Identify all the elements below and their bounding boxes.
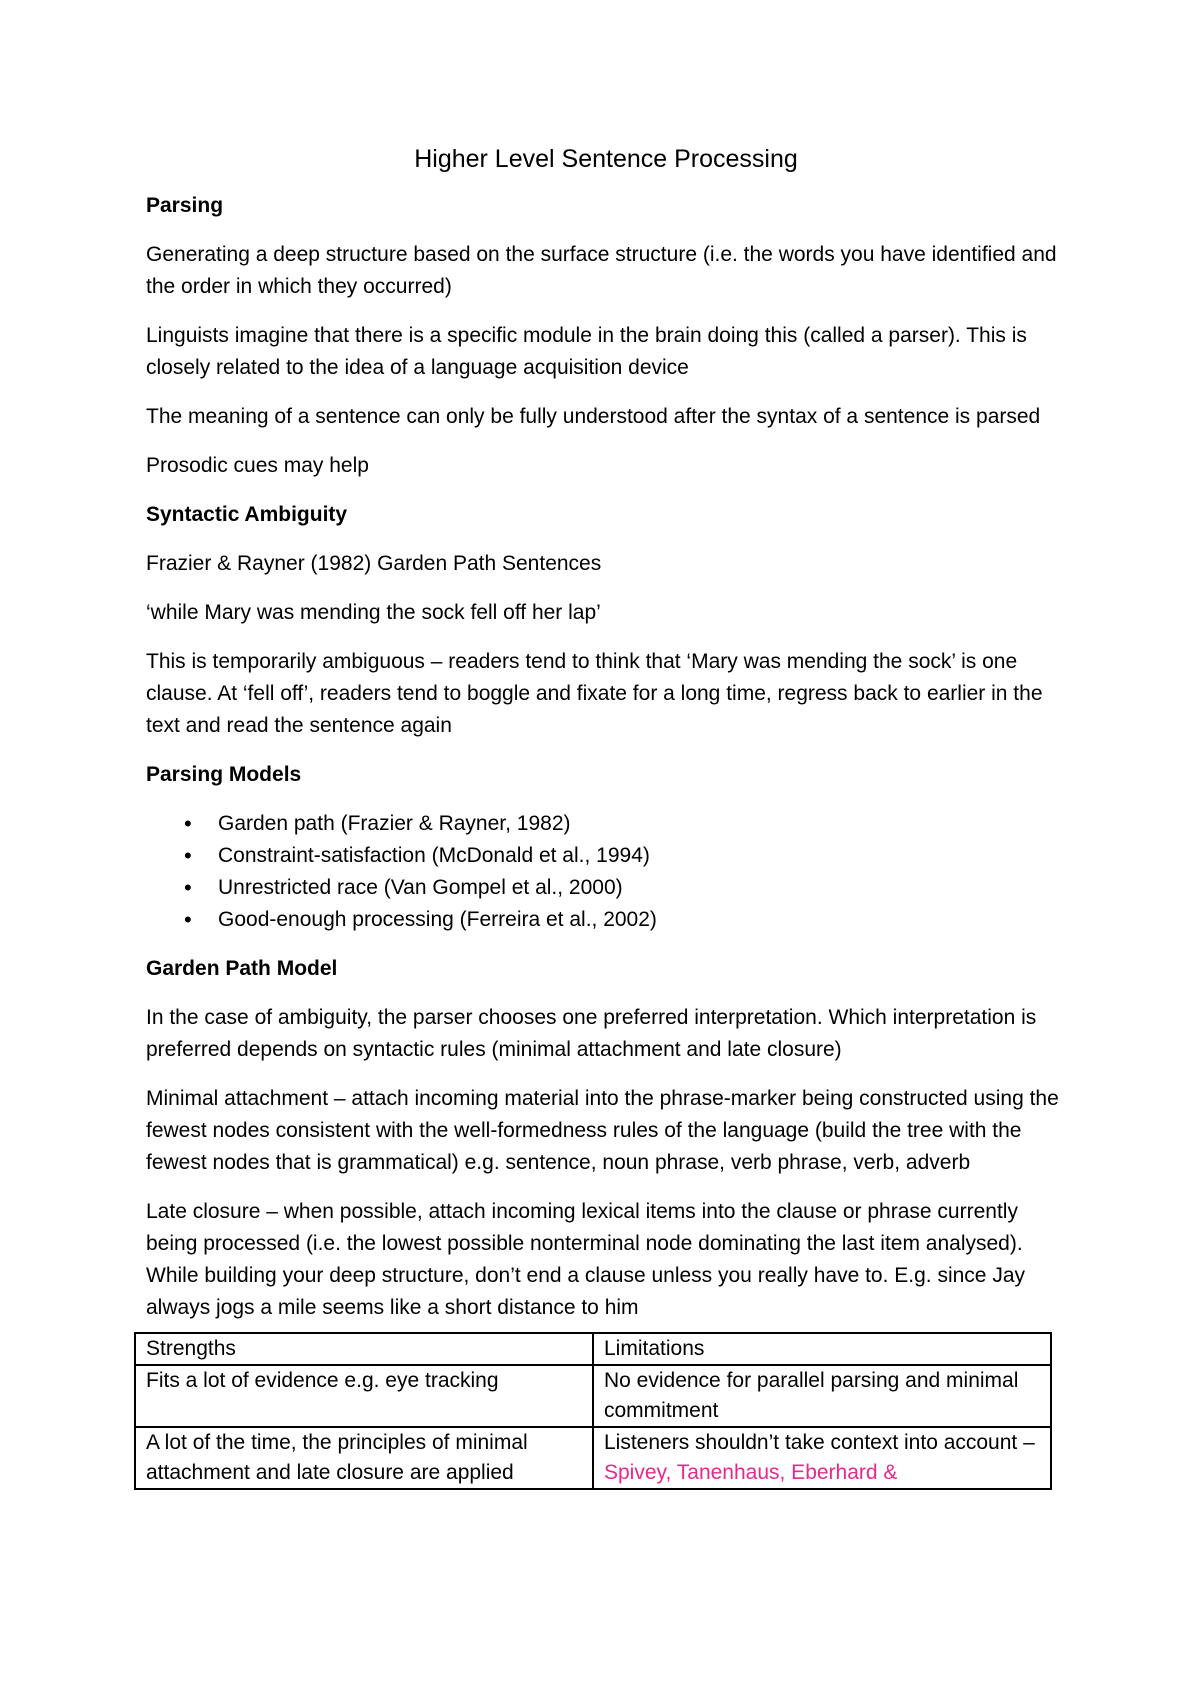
strength-cell: A lot of the time, the principles of minimal attachment and late closure are applied: [135, 1427, 593, 1489]
paragraph: Prosodic cues may help: [146, 454, 369, 477]
heading-parsing-models: Parsing Models: [146, 763, 302, 786]
list-item-text: Garden path (Frazier & Rayner, 1982): [218, 812, 571, 835]
table-row: [135, 1365, 1051, 1427]
limitation-cell: [593, 1427, 1051, 1489]
paragraph: In the case of ambiguity, the parser chooses one preferred interpretation. Which interpretation is preferred depends on syntactic rules (minimal attachment and late closure): [146, 1006, 1037, 1061]
bullet-icon: •: [184, 843, 192, 868]
parsing-models-list: [146, 808, 1066, 936]
table-row: [135, 1427, 1051, 1489]
document-body: [146, 142, 1066, 1490]
paragraph: The meaning of a sentence can only be fully understood after the syntax of a sentence is parsed: [146, 405, 1041, 428]
heading-garden-path-model: Garden Path Model: [146, 957, 338, 980]
document-title: Higher Level Sentence Processing: [414, 145, 798, 173]
list-item-text: Unrestricted race (Van Gompel et al., 2000): [218, 876, 623, 899]
paragraph: Frazier & Rayner (1982) Garden Path Sentences: [146, 552, 602, 575]
heading-syntactic-ambiguity: Syntactic Ambiguity: [146, 503, 348, 526]
limitation-text: No evidence for parallel parsing and minimal commitment: [604, 1369, 1019, 1422]
limitation-text: Listeners shouldn’t take context into account –: [604, 1431, 1035, 1454]
strength-cell: Fits a lot of evidence e.g. eye tracking: [135, 1365, 593, 1427]
paragraph: Minimal attachment – attach incoming material into the phrase-marker being constructed using the fewest nodes consistent with the well-formedness rules of the language (build the tree with the fewest nodes that is grammatical) e.g. sentence, noun phrase, verb phrase, verb, adverb: [146, 1087, 1059, 1174]
paragraph: Late closure – when possible, attach incoming lexical items into the clause or phrase currently being processed (i.e. the lowest possible nonterminal node dominating the last item analysed). While building your deep structure, don’t end a clause unless you really have to. E.g. since Jay always jogs a mile seems like a short distance to him: [146, 1200, 1025, 1319]
bullet-icon: •: [184, 907, 192, 932]
paragraph: ‘while Mary was mending the sock fell off her lap’: [146, 601, 601, 624]
list-item: [184, 840, 1066, 872]
paragraph: Linguists imagine that there is a specific module in the brain doing this (called a parser). This is closely related to the idea of a language acquisition device: [146, 324, 1027, 379]
paragraph: Generating a deep structure based on the surface structure (i.e. the words you have identified and the order in which they occurred): [146, 243, 1057, 298]
list-item: [184, 904, 1066, 936]
heading-parsing: Parsing: [146, 194, 224, 217]
list-item: [184, 872, 1066, 904]
list-item-text: Good-enough processing (Ferreira et al., 2002): [218, 908, 657, 931]
list-item: [184, 808, 1066, 840]
bullet-icon: •: [184, 875, 192, 900]
paragraph: This is temporarily ambiguous – readers tend to think that ‘Mary was mending the sock’ is one clause. At ‘fell off’, readers tend to boggle and fixate for a long time, regress back to earlier in the text and read the sentence again: [146, 650, 1043, 737]
strengths-limitations-table: [134, 1332, 1052, 1490]
table-header-cell: Strengths: [135, 1333, 593, 1365]
limitation-citation: Spivey, Tanenhaus, Eberhard &: [604, 1461, 898, 1484]
table-header-cell: Limitations: [593, 1333, 1051, 1365]
table-header-row: [135, 1333, 1051, 1365]
list-item-text: Constraint-satisfaction (McDonald et al., 1994): [218, 844, 650, 867]
limitation-cell: [593, 1365, 1051, 1427]
bullet-icon: •: [184, 811, 192, 836]
